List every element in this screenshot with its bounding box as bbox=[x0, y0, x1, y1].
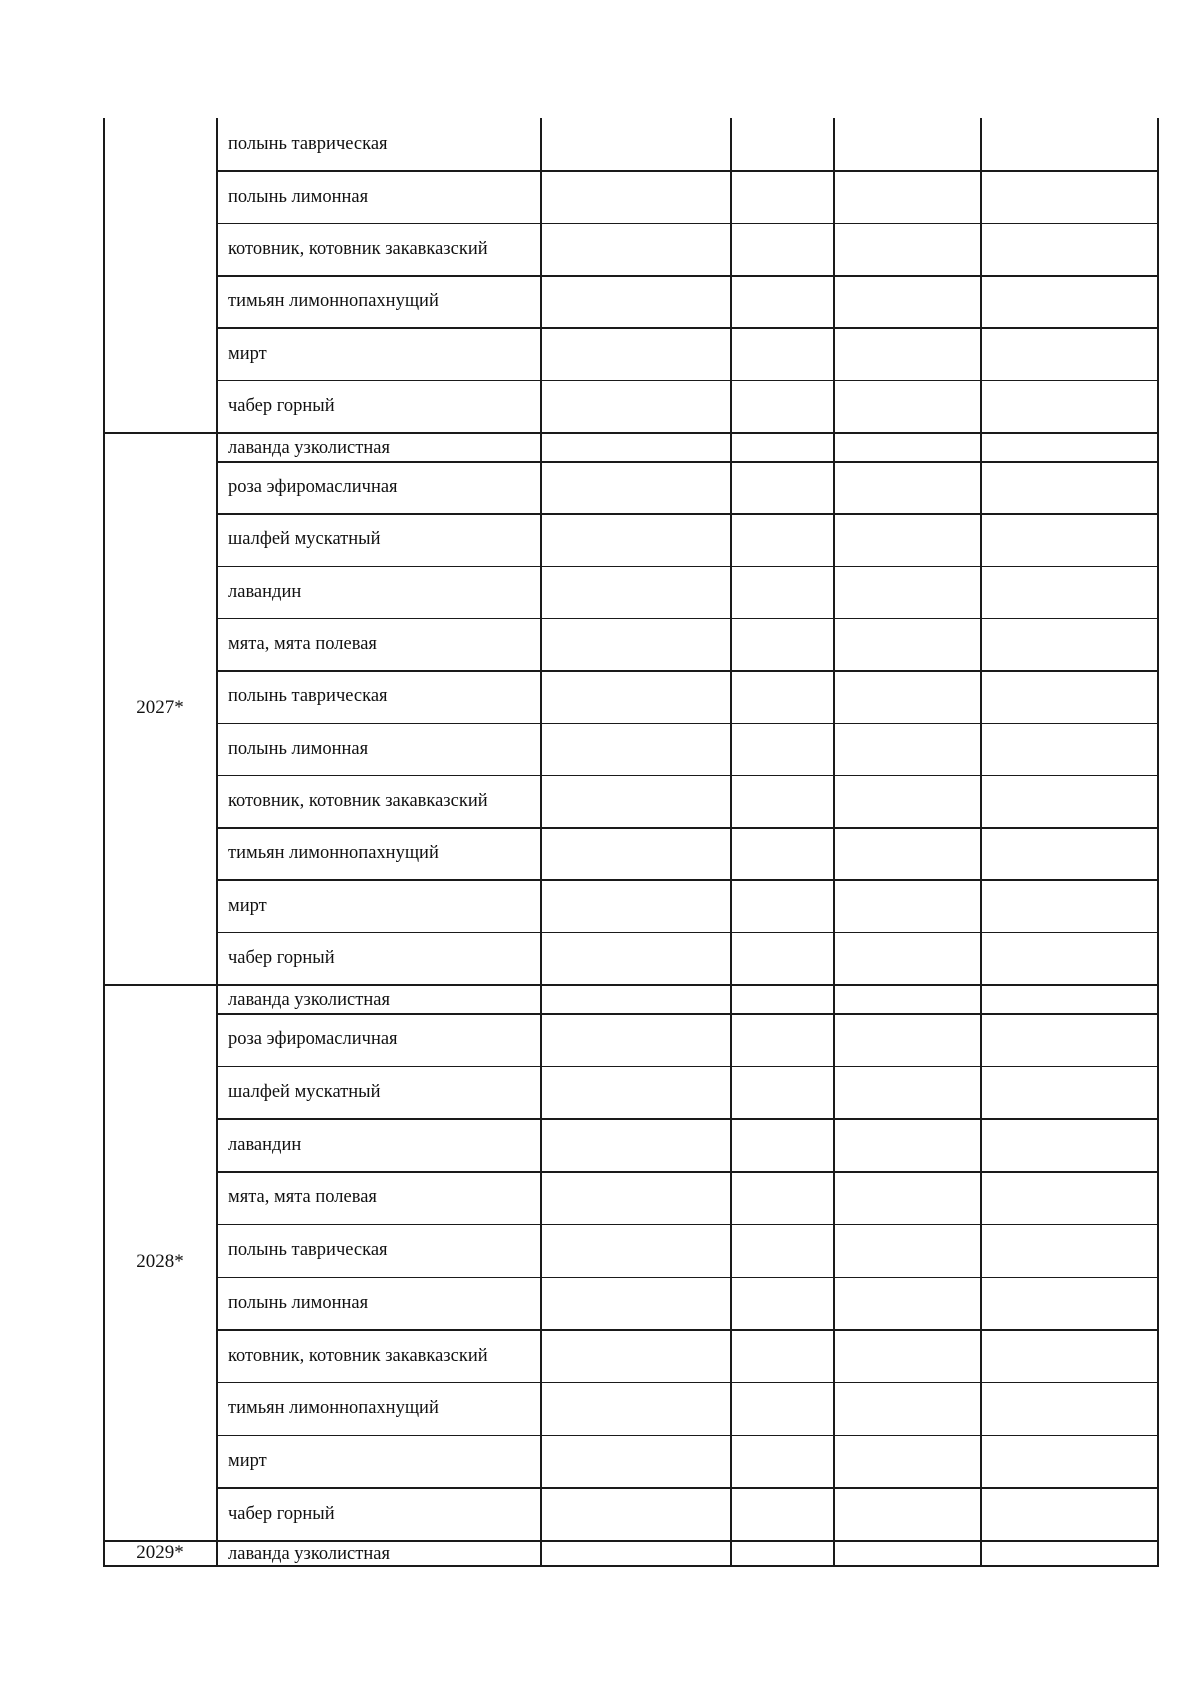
value-cell-col-3 bbox=[835, 275, 980, 327]
value-cell-col-2 bbox=[732, 275, 833, 327]
value-cell-col-1 bbox=[542, 432, 730, 461]
value-cell-col-4 bbox=[982, 513, 1157, 565]
value-cell-col-1 bbox=[542, 566, 730, 618]
plant-name-cell: мирт bbox=[228, 895, 267, 916]
plant-name-cell: полынь лимонная bbox=[228, 186, 369, 207]
plant-name-cell: чабер горный bbox=[228, 395, 335, 416]
value-cell-col-3 bbox=[835, 1066, 980, 1119]
plant-name-cell: лаванда узколистная bbox=[228, 1543, 390, 1564]
plant-name-cell: тимьян лимоннопахнущий bbox=[228, 291, 439, 312]
value-cell-col-2 bbox=[732, 932, 833, 984]
value-cell-col-2 bbox=[732, 432, 833, 461]
plant-name-cell: мята, мята полевая bbox=[228, 634, 377, 655]
value-cell-col-3 bbox=[835, 1329, 980, 1382]
plant-name-cell: мята, мята полевая bbox=[228, 1187, 377, 1208]
plant-name-cell: чабер горный bbox=[228, 1503, 335, 1524]
value-cell-col-2 bbox=[732, 118, 833, 170]
value-cell-col-4 bbox=[982, 1224, 1157, 1277]
value-cell-col-1 bbox=[542, 223, 730, 275]
value-cell-col-2 bbox=[732, 170, 833, 222]
value-cell-col-2 bbox=[732, 827, 833, 879]
value-cell-col-1 bbox=[542, 1013, 730, 1066]
value-cell-col-4 bbox=[982, 1066, 1157, 1119]
column-divider bbox=[216, 118, 218, 1565]
value-cell-col-2 bbox=[732, 461, 833, 513]
value-cell-col-3 bbox=[835, 1171, 980, 1224]
value-cell-col-2 bbox=[732, 380, 833, 432]
value-cell-col-2 bbox=[732, 618, 833, 670]
plant-name-cell: роза эфиромасличная bbox=[228, 477, 398, 498]
plant-name-cell: роза эфиромасличная bbox=[228, 1029, 398, 1050]
value-cell-col-4 bbox=[982, 170, 1157, 222]
value-cell-col-4 bbox=[982, 879, 1157, 931]
plant-name-cell: полынь лимонная bbox=[228, 1292, 369, 1313]
plant-name-cell: шалфей мускатный bbox=[228, 1082, 381, 1103]
plant-name-cell: мирт bbox=[228, 1450, 267, 1471]
value-cell-col-1 bbox=[542, 775, 730, 827]
plant-name-cell: котовник, котовник закавказский bbox=[228, 1345, 488, 1366]
value-cell-col-1 bbox=[542, 1435, 730, 1488]
value-cell-col-4 bbox=[982, 1540, 1157, 1565]
value-cell-col-2 bbox=[732, 1171, 833, 1224]
value-cell-col-2 bbox=[732, 1066, 833, 1119]
value-cell-col-2 bbox=[732, 1118, 833, 1171]
plant-name-cell: тимьян лимоннопахнущий bbox=[228, 843, 439, 864]
value-cell-col-2 bbox=[732, 1013, 833, 1066]
plant-name-cell: лавандин bbox=[228, 1134, 302, 1155]
value-cell-col-4 bbox=[982, 1487, 1157, 1540]
value-cell-col-3 bbox=[835, 566, 980, 618]
value-cell-col-4 bbox=[982, 827, 1157, 879]
value-cell-col-2 bbox=[732, 1540, 833, 1565]
value-cell-col-2 bbox=[732, 1224, 833, 1277]
value-cell-col-1 bbox=[542, 1171, 730, 1224]
table-bottom-border bbox=[103, 1565, 1159, 1567]
plant-name-cell: шалфей мускатный bbox=[228, 529, 381, 550]
value-cell-col-2 bbox=[732, 984, 833, 1013]
value-cell-col-1 bbox=[542, 1277, 730, 1330]
value-cell-col-3 bbox=[835, 827, 980, 879]
value-cell-col-2 bbox=[732, 1277, 833, 1330]
value-cell-col-1 bbox=[542, 1329, 730, 1382]
value-cell-col-1 bbox=[542, 327, 730, 379]
value-cell-col-3 bbox=[835, 723, 980, 775]
value-cell-col-1 bbox=[542, 723, 730, 775]
value-cell-col-3 bbox=[835, 432, 980, 461]
value-cell-col-4 bbox=[982, 1171, 1157, 1224]
plant-name-cell: полынь таврическая bbox=[228, 686, 388, 707]
value-cell-col-2 bbox=[732, 1382, 833, 1435]
value-cell-col-3 bbox=[835, 461, 980, 513]
value-cell-col-4 bbox=[982, 1382, 1157, 1435]
value-cell-col-4 bbox=[982, 1013, 1157, 1066]
value-cell-col-1 bbox=[542, 670, 730, 722]
value-cell-col-1 bbox=[542, 118, 730, 170]
plant-name-cell: полынь лимонная bbox=[228, 738, 369, 759]
plant-name-cell: лаванда узколистная bbox=[228, 437, 390, 458]
year-cell: 2029* bbox=[136, 1541, 184, 1563]
value-cell-col-3 bbox=[835, 1487, 980, 1540]
value-cell-col-4 bbox=[982, 1277, 1157, 1330]
value-cell-col-2 bbox=[732, 1435, 833, 1488]
value-cell-col-1 bbox=[542, 932, 730, 984]
value-cell-col-4 bbox=[982, 618, 1157, 670]
plant-name-cell: мирт bbox=[228, 343, 267, 364]
value-cell-col-1 bbox=[542, 879, 730, 931]
year-cell: 2027* bbox=[136, 697, 184, 718]
value-cell-col-3 bbox=[835, 1435, 980, 1488]
value-cell-col-2 bbox=[732, 879, 833, 931]
value-cell-col-3 bbox=[835, 118, 980, 170]
value-cell-col-1 bbox=[542, 1118, 730, 1171]
value-cell-col-4 bbox=[982, 275, 1157, 327]
value-cell-col-3 bbox=[835, 670, 980, 722]
value-cell-col-3 bbox=[835, 327, 980, 379]
value-cell-col-3 bbox=[835, 1013, 980, 1066]
value-cell-col-1 bbox=[542, 513, 730, 565]
value-cell-col-4 bbox=[982, 670, 1157, 722]
value-cell-col-3 bbox=[835, 1118, 980, 1171]
value-cell-col-3 bbox=[835, 984, 980, 1013]
value-cell-col-1 bbox=[542, 170, 730, 222]
value-cell-col-4 bbox=[982, 723, 1157, 775]
value-cell-col-4 bbox=[982, 1435, 1157, 1488]
value-cell-col-3 bbox=[835, 513, 980, 565]
value-cell-col-3 bbox=[835, 1540, 980, 1565]
value-cell-col-1 bbox=[542, 275, 730, 327]
value-cell-col-4 bbox=[982, 1118, 1157, 1171]
value-cell-col-1 bbox=[542, 1224, 730, 1277]
value-cell-col-1 bbox=[542, 827, 730, 879]
value-cell-col-4 bbox=[982, 223, 1157, 275]
value-cell-col-4 bbox=[982, 118, 1157, 170]
value-cell-col-2 bbox=[732, 327, 833, 379]
value-cell-col-2 bbox=[732, 1487, 833, 1540]
value-cell-col-3 bbox=[835, 932, 980, 984]
value-cell-col-4 bbox=[982, 932, 1157, 984]
plant-name-cell: лавандин bbox=[228, 581, 302, 602]
value-cell-col-4 bbox=[982, 775, 1157, 827]
value-cell-col-1 bbox=[542, 1066, 730, 1119]
value-cell-col-2 bbox=[732, 775, 833, 827]
value-cell-col-1 bbox=[542, 1382, 730, 1435]
value-cell-col-4 bbox=[982, 432, 1157, 461]
value-cell-col-3 bbox=[835, 775, 980, 827]
value-cell-col-2 bbox=[732, 723, 833, 775]
value-cell-col-3 bbox=[835, 380, 980, 432]
value-cell-col-2 bbox=[732, 223, 833, 275]
value-cell-col-1 bbox=[542, 1540, 730, 1565]
value-cell-col-3 bbox=[835, 170, 980, 222]
value-cell-col-4 bbox=[982, 566, 1157, 618]
value-cell-col-1 bbox=[542, 461, 730, 513]
year-cell: 2028* bbox=[136, 1251, 184, 1272]
plant-name-cell: лаванда узколистная bbox=[228, 989, 390, 1010]
value-cell-col-1 bbox=[542, 618, 730, 670]
value-cell-col-3 bbox=[835, 1277, 980, 1330]
value-cell-col-2 bbox=[732, 670, 833, 722]
value-cell-col-3 bbox=[835, 223, 980, 275]
value-cell-col-4 bbox=[982, 984, 1157, 1013]
plant-name-cell: котовник, котовник закавказский bbox=[228, 790, 488, 811]
value-cell-col-2 bbox=[732, 566, 833, 618]
plant-name-cell: полынь таврическая bbox=[228, 134, 388, 155]
value-cell-col-4 bbox=[982, 461, 1157, 513]
plant-name-cell: тимьян лимоннопахнущий bbox=[228, 1398, 439, 1419]
value-cell-col-3 bbox=[835, 1382, 980, 1435]
value-cell-col-4 bbox=[982, 380, 1157, 432]
value-cell-col-4 bbox=[982, 1329, 1157, 1382]
plant-name-cell: котовник, котовник закавказский bbox=[228, 238, 488, 259]
value-cell-col-1 bbox=[542, 1487, 730, 1540]
plant-name-cell: полынь таврическая bbox=[228, 1240, 388, 1261]
table-right-border bbox=[1157, 118, 1159, 1565]
value-cell-col-2 bbox=[732, 513, 833, 565]
value-cell-col-3 bbox=[835, 879, 980, 931]
plant-name-cell: чабер горный bbox=[228, 947, 335, 968]
value-cell-col-3 bbox=[835, 618, 980, 670]
value-cell-col-1 bbox=[542, 380, 730, 432]
value-cell-col-2 bbox=[732, 1329, 833, 1382]
value-cell-col-3 bbox=[835, 1224, 980, 1277]
value-cell-col-1 bbox=[542, 984, 730, 1013]
table-left-border bbox=[103, 118, 105, 1565]
value-cell-col-4 bbox=[982, 327, 1157, 379]
